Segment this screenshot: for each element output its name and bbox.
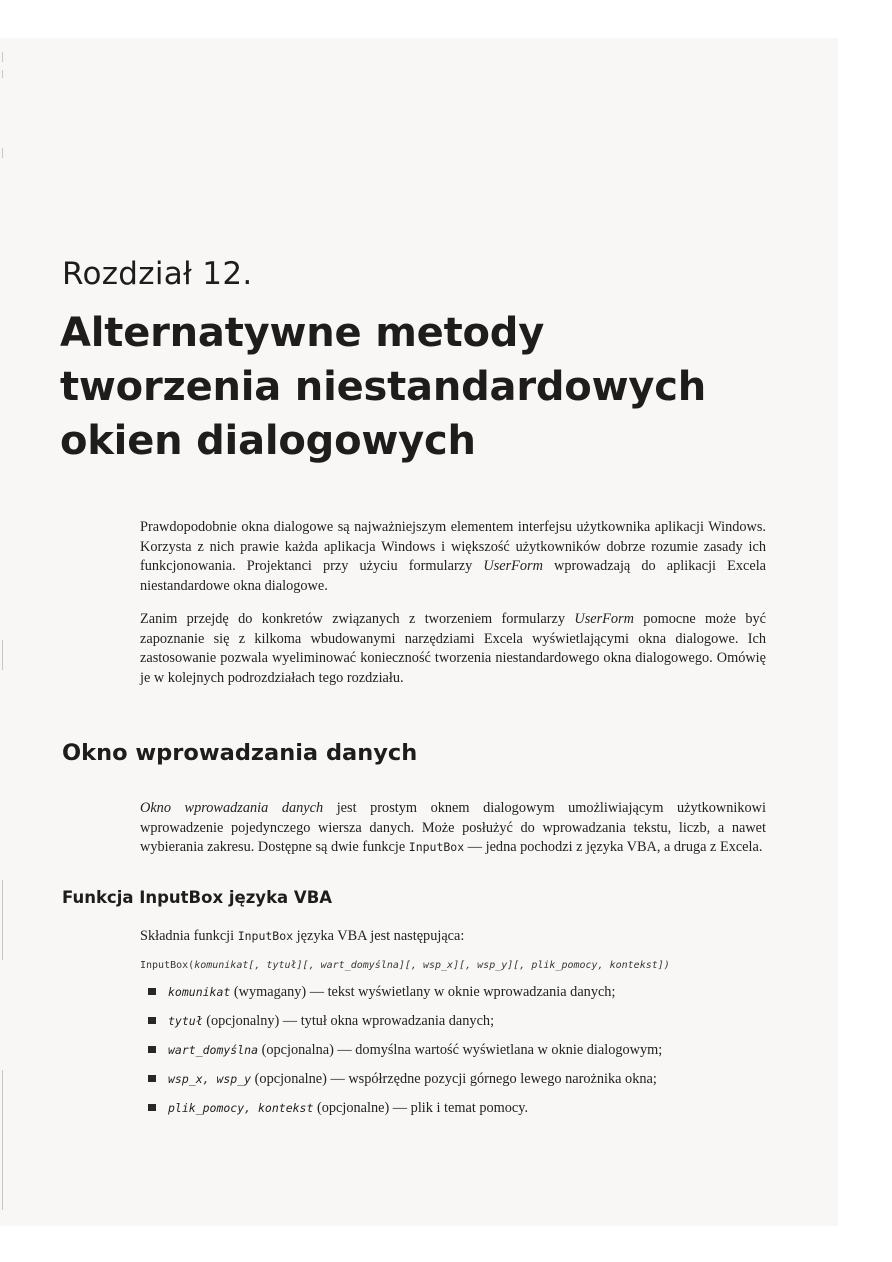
scan-edge-mark: [2, 1070, 3, 1210]
section-term: Okno wprowadzania danych: [140, 800, 324, 816]
section-text: — jedna pochodzi z języka VBA, a druga z Excela.: [464, 839, 763, 855]
inline-code: InputBox: [408, 840, 465, 854]
param-description: (opcjonalne) — plik i temat pomocy.: [313, 1100, 529, 1116]
scan-edge-mark: [2, 640, 3, 670]
scan-edge-mark: [2, 880, 3, 960]
syntax-intro-text: języka VBA jest następująca:: [293, 928, 465, 944]
intro-text: pomocne może być zapoznanie się z kilkoma wbudowanymi narzędziami Excela wyświetlającymi okna dialogowe. Ich zastosowanie pozwala wyeliminować konieczność tworzenia niestandardowego okna dialogowego. Omówię je w kolejnych podrozdziałach tego rozdziału.: [140, 611, 766, 686]
param-name: tytuł: [168, 1014, 203, 1028]
list-item: [148, 1099, 748, 1117]
chapter-label: Rozdział 12.: [62, 256, 253, 292]
square-bullet-icon: [148, 1075, 156, 1082]
chapter-title-line: Alternatywne metody: [60, 310, 545, 356]
intro-text: wprowadzają do aplikacji Excela niestandardowe okna dialogowe.: [140, 558, 767, 594]
param-description: (opcjonalny) — tytuł okna wprowadzania danych;: [202, 1013, 495, 1029]
chapter-title-line: tworzenia niestandardowych: [60, 364, 706, 410]
intro-text: Zanim przejdę do konkretów związanych z tworzeniem formularzy: [140, 611, 575, 627]
list-item: [148, 1012, 748, 1030]
list-item: [148, 1070, 728, 1088]
intro-text: Prawdopodobnie okna dialogowe są najważniejszym elementem interfejsu użytkownika aplikacji Windows. Korzysta z nich prawie każda aplikacja Windows i większość użytkowników dobrze rozumie zasady ich funkcjonowania. Projektanci przy użyciu formularzy: [140, 519, 766, 574]
param-description: (opcjonalne) — współrzędne pozycji górnego lewego narożnika okna;: [251, 1071, 657, 1087]
square-bullet-icon: [148, 988, 156, 995]
section-heading: Okno wprowadzania danych: [62, 740, 418, 766]
section-text: jest prostym oknem dialogowym umożliwiającym użytkownikowi wprowadzenie pojedynczego wiersza danych. Może posłużyć do wprowadzania tekstu, liczb, a nawet wybierania zakresu. Dostępne są dwie funkcje: [140, 800, 766, 855]
syntax-arguments: komunikat[, tytuł][, wart_domyślna][, wsp_x][, wsp_y][, plik_pomocy, kontekst]): [194, 960, 670, 971]
square-bullet-icon: [148, 1104, 156, 1111]
param-name: komunikat: [168, 985, 231, 999]
param-description: (wymagany) — tekst wyświetlany w oknie wprowadzania danych;: [230, 984, 616, 1000]
inline-code: InputBox: [237, 929, 294, 943]
square-bullet-icon: [148, 1017, 156, 1024]
syntax-function-name: InputBox(: [140, 960, 195, 971]
section-paragraph: [140, 799, 766, 858]
intro-paragraph-1: [140, 518, 766, 596]
chapter-title: [60, 306, 820, 468]
param-description: (opcjonalna) — domyślna wartość wyświetlana w oknie dialogowym;: [258, 1042, 663, 1058]
userform-term: UserForm: [483, 558, 543, 574]
list-item: [148, 983, 748, 1001]
param-name: wsp_x, wsp_y: [168, 1072, 252, 1086]
chapter-title-line: okien dialogowych: [60, 418, 476, 464]
intro-paragraph-2: [140, 610, 766, 688]
param-name: plik_pomocy, kontekst: [168, 1101, 314, 1115]
square-bullet-icon: [148, 1046, 156, 1053]
scan-edge-mark: [2, 148, 3, 158]
syntax-intro: [140, 928, 464, 945]
param-name: wart_domyślna: [168, 1043, 259, 1057]
scan-edge-mark: [2, 70, 3, 78]
parameter-list: [148, 983, 748, 1128]
syntax-code-line: [140, 960, 670, 971]
subsection-heading: Funkcja InputBox języka VBA: [62, 888, 333, 907]
syntax-intro-text: Składnia funkcji: [140, 928, 238, 944]
userform-term: UserForm: [574, 611, 634, 627]
list-item: [148, 1041, 728, 1059]
scan-edge-mark: [2, 52, 3, 62]
